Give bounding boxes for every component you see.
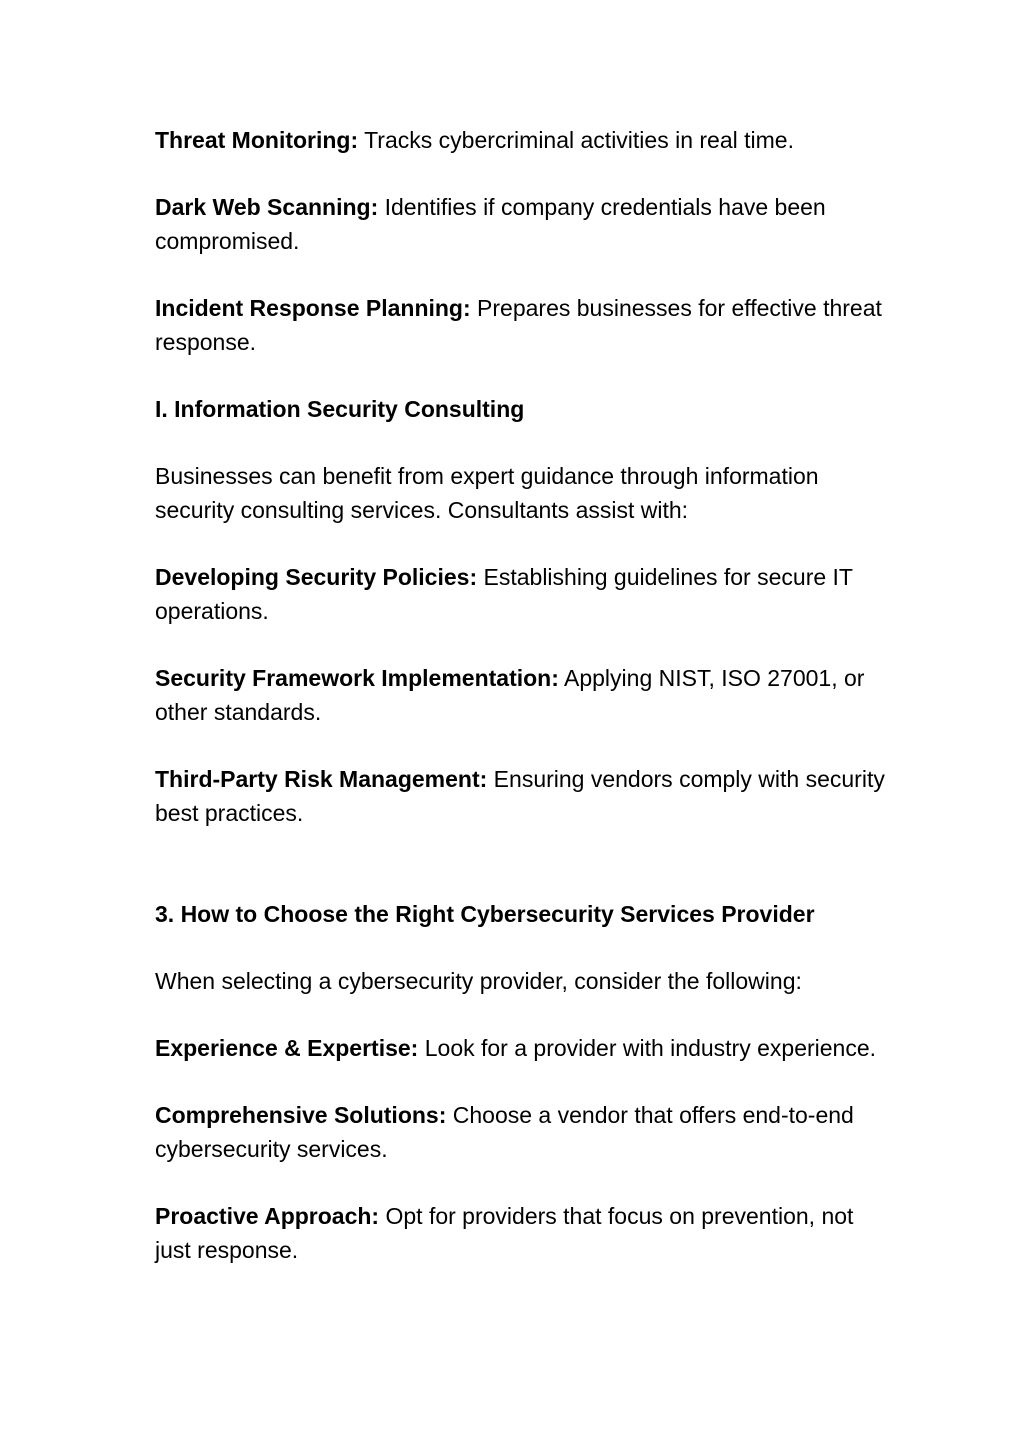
term-label: Developing Security Policies: (155, 564, 478, 590)
section-heading-information-security-consulting: I. Information Security Consulting (155, 396, 525, 422)
term-label: Incident Response Planning: (155, 295, 471, 321)
term-description: Opt for providers that focus on prevention, not just response. (155, 1203, 854, 1263)
term-description: Ensuring vendors comply with security best practices. (155, 766, 885, 826)
paragraph-experience-expertise (155, 1031, 895, 1065)
term-label: Experience & Expertise: (155, 1035, 419, 1061)
term-description: Tracks cybercriminal activities in real time. (358, 127, 794, 153)
paragraph-proactive-approach (155, 1199, 895, 1267)
term-description: Prepares businesses for effective threat response. (155, 295, 882, 355)
paragraph-comprehensive-solutions (155, 1098, 895, 1166)
paragraph-threat-monitoring (155, 123, 895, 157)
term-description: Identifies if company credentials have been compromised. (155, 194, 826, 254)
term-label: Dark Web Scanning: (155, 194, 379, 220)
paragraph-security-framework-implementation (155, 661, 895, 729)
term-label: Third-Party Risk Management: (155, 766, 488, 792)
paragraph-developing-security-policies (155, 560, 895, 628)
paragraph-incident-response-planning (155, 291, 895, 359)
term-description: Establishing guidelines for secure IT operations. (155, 564, 853, 624)
term-description: Choose a vendor that offers end-to-end cybersecurity services. (155, 1102, 854, 1162)
document-page (155, 123, 895, 1300)
paragraph-dark-web-scanning (155, 190, 895, 258)
paragraph-third-party-risk-management (155, 762, 895, 830)
section-heading-choose-provider: 3. How to Choose the Right Cybersecurity Services Provider (155, 901, 815, 927)
term-description: Applying NIST, ISO 27001, or other standards. (155, 665, 865, 725)
term-description: Look for a provider with industry experience. (418, 1035, 877, 1061)
term-label: Comprehensive Solutions: (155, 1102, 447, 1128)
paragraph-selection-intro: When selecting a cybersecurity provider, consider the following: (155, 968, 802, 994)
paragraph-consulting-intro: Businesses can benefit from expert guidance through information security consulting services. Consultants assist with: (155, 463, 819, 523)
term-label: Threat Monitoring: (155, 127, 359, 153)
term-label: Proactive Approach: (155, 1203, 380, 1229)
term-label: Security Framework Implementation: (155, 665, 559, 691)
